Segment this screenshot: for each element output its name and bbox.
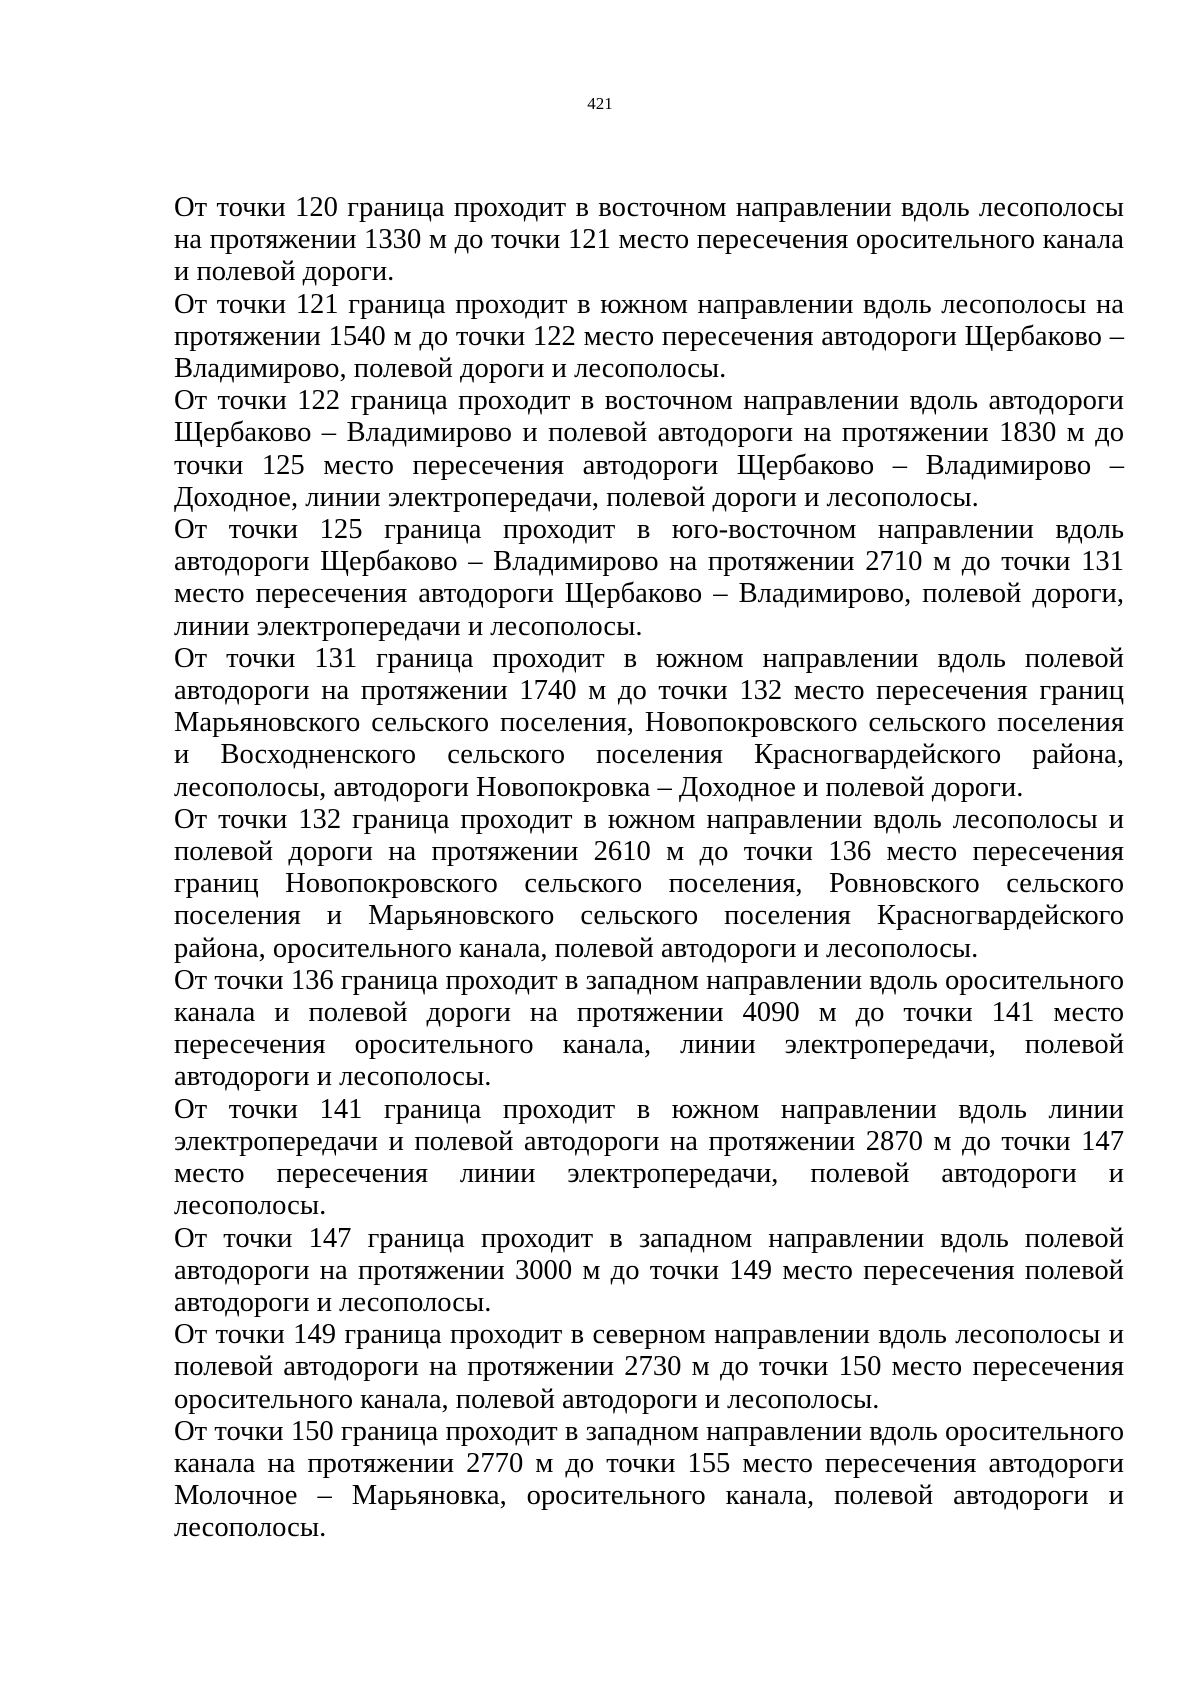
paragraph: От точки 122 граница проходит в восточном направлении вдоль автодороги Щербаково – Владимирово и полевой автодороги на протяжении 1830 м до точки 125 место пересечения автодороги Щербаково – Владимирово – Доходное, линии электропередачи, полевой дороги и лесополосы. <box>174 385 1124 513</box>
paragraph: От точки 125 граница проходит в юго-восточном направлении вдоль автодороги Щербаково – Владимирово на протяжении 2710 м до точки 131 место пересечения автодороги Щербаково – Владимирово, полевой дороги, линии электропередачи и лесополосы. <box>174 514 1124 642</box>
paragraph: От точки 150 граница проходит в западном направлении вдоль оросительного канала на протяжении 2770 м до точки 155 место пересечения автодороги Молочное – Марьяновка, оросительного канала, полевой автодороги и лесополосы. <box>174 1415 1124 1544</box>
paragraph: От точки 149 граница проходит в северном направлении вдоль лесополосы и полевой автодороги на протяжении 2730 м до точки 150 место пересечения оросительного канала, полевой автодороги и лесополосы. <box>174 1319 1124 1415</box>
paragraph: От точки 147 граница проходит в западном направлении вдоль полевой автодороги на протяжении 3000 м до точки 149 место пересечения полевой автодороги и лесополосы. <box>174 1222 1124 1318</box>
document-body <box>174 192 1124 1545</box>
paragraph: От точки 141 граница проходит в южном направлении вдоль линии электропередачи и полевой автодороги на протяжении 2870 м до точки 147 место пересечения линии электропередачи, полевой автодороги и лесополосы. <box>174 1093 1124 1222</box>
paragraph: От точки 121 граница проходит в южном направлении вдоль лесополосы на протяжении 1540 м до точки 122 место пересечения автодороги Щербаково – Владимирово, полевой дороги и лесополосы. <box>174 288 1124 385</box>
paragraph: От точки 136 граница проходит в западном направлении вдоль оросительного канала и полевой дороги на протяжении 4090 м до точки 141 место пересечения оросительного канала, линии электропередачи, полевой автодороги и лесополосы. <box>174 964 1124 1093</box>
paragraph: От точки 132 граница проходит в южном направлении вдоль лесополосы и полевой дороги на протяжении 2610 м до точки 136 место пересечения границ Новопокровского сельского поселения, Ровновского сельского поселения и Марьяновского сельского поселения Красногвардейского района, оросительного канала, полевой автодороги и лесополосы. <box>174 803 1124 964</box>
page-number: 421 <box>587 94 613 113</box>
paragraph: От точки 120 граница проходит в восточном направлении вдоль лесополосы на протяжении 1330 м до точки 121 место пересечения оросительного канала и полевой дороги. <box>174 192 1124 288</box>
paragraph: От точки 131 граница проходит в южном направлении вдоль полевой автодороги на протяжении 1740 м до точки 132 место пересечения границ Марьяновского сельского поселения, Новопокровского сельского поселения и Восходненского сельского поселения Красногвардейского района, лесополосы, автодороги Новопокровка – Доходное и полевой дороги. <box>174 642 1124 803</box>
